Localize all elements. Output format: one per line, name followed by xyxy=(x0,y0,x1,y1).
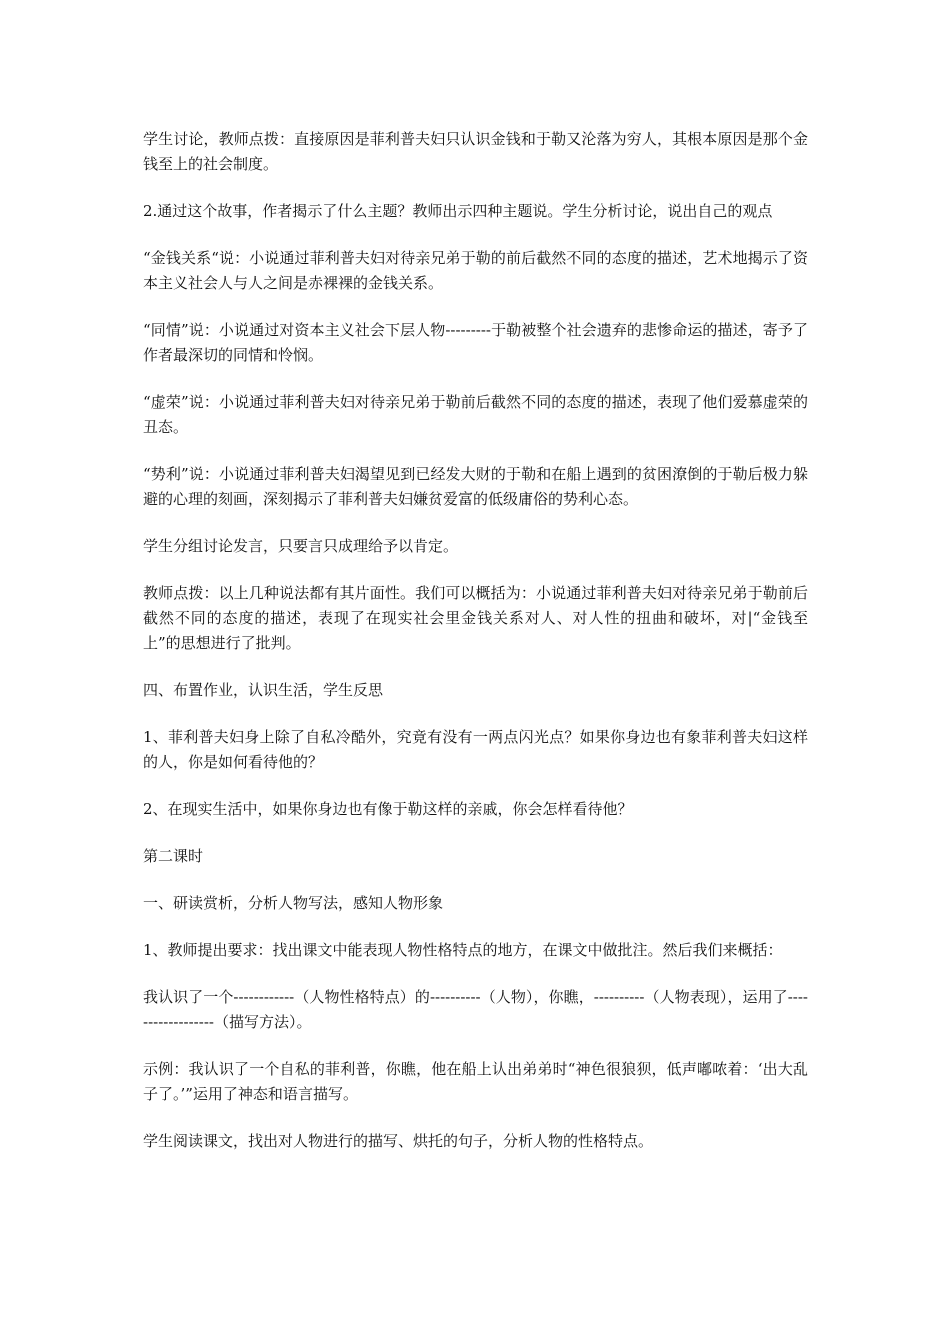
paragraph-sympathy: “同情”说：小说通过对资本主义社会下层人物---------于勒被整个社会遗弃的悲惨命运的描述，寄予了作者最深切的同情和怜悯。 xyxy=(143,321,808,364)
paragraph-homework-1: 1、菲利普夫妇身上除了自私冷酷外，究竟有没有一两点闪光点？如果你身边也有象菲利普夫妇这样的人，你是如何看待他的？ xyxy=(143,728,808,771)
paragraph-teacher-summary: 教师点拨：以上几种说法都有其片面性。我们可以概括为：小说通过菲利普夫妇对待亲兄弟于勒前后截然不同的态度的描述，表现了在现实社会里金钱关系对人、对人性的扭曲和破坏，对|“金钱至上”的思想进行了批判。 xyxy=(143,584,808,652)
paragraph-vanity: “虚荣”说：小说通过菲利普夫妇对待亲兄弟于勒前后截然不同的态度的描述，表现了他们爱慕虚荣的丑态。 xyxy=(143,393,808,436)
section-heading-homework: 四、布置作业，认识生活，学生反思 xyxy=(143,681,384,699)
section-heading-analysis: 一、研读赏析，分析人物写法，感知人物形象 xyxy=(143,894,444,912)
paragraph-question-theme: 2.通过这个故事，作者揭示了什么主题？教师出示四种主题说。学生分析讨论，说出自己的观点 xyxy=(143,202,773,220)
document-body xyxy=(143,127,808,1176)
paragraph-student-reading: 学生阅读课文，找出对人物进行的描写、烘托的句子，分析人物的性格特点。 xyxy=(143,1132,654,1150)
paragraph-teacher-hint: 学生讨论，教师点拨：直接原因是菲利普夫妇只认识金钱和于勒又沦落为穷人，其根本原因是那个金钱至上的社会制度。 xyxy=(143,130,808,173)
section-heading-second-lesson: 第二课时 xyxy=(143,847,204,865)
paragraph-money-relation: “金钱关系“说：小说通过菲利普夫妇对待亲兄弟于勒的前后截然不同的态度的描述，艺术地揭示了资本主义社会人与人之间是赤裸裸的金钱关系。 xyxy=(143,249,808,292)
paragraph-teacher-requirement: 1、教师提出要求：找出课文中能表现人物性格特点的地方，在课文中做批注。然后我们来概括： xyxy=(143,941,783,959)
paragraph-example: 示例：我认识了一个自私的菲利普，你瞧，他在船上认出弟弟时“神色很狼狈，低声嘟哝着：‘出大乱子了。’”运用了神态和语言描写。 xyxy=(143,1060,808,1103)
paragraph-group-discussion: 学生分组讨论发言，只要言只成理给予以肯定。 xyxy=(143,537,459,555)
paragraph-snobbery: “势利”说：小说通过菲利普夫妇渴望见到已经发大财的于勒和在船上遇到的贫困潦倒的于勒后极力躲避的心理的刻画，深刻揭示了菲利普夫妇嫌贫爱富的低级庸俗的势利心态。 xyxy=(143,465,808,508)
paragraph-fill-template: 我认识了一个------------（人物性格特点）的----------（人物），你瞧，----------（人物表现），运用了------------------（描写方法）。 xyxy=(143,988,808,1031)
paragraph-homework-2: 2、在现实生活中，如果你身边也有像于勒这样的亲戚，你会怎样看待他？ xyxy=(143,800,633,818)
